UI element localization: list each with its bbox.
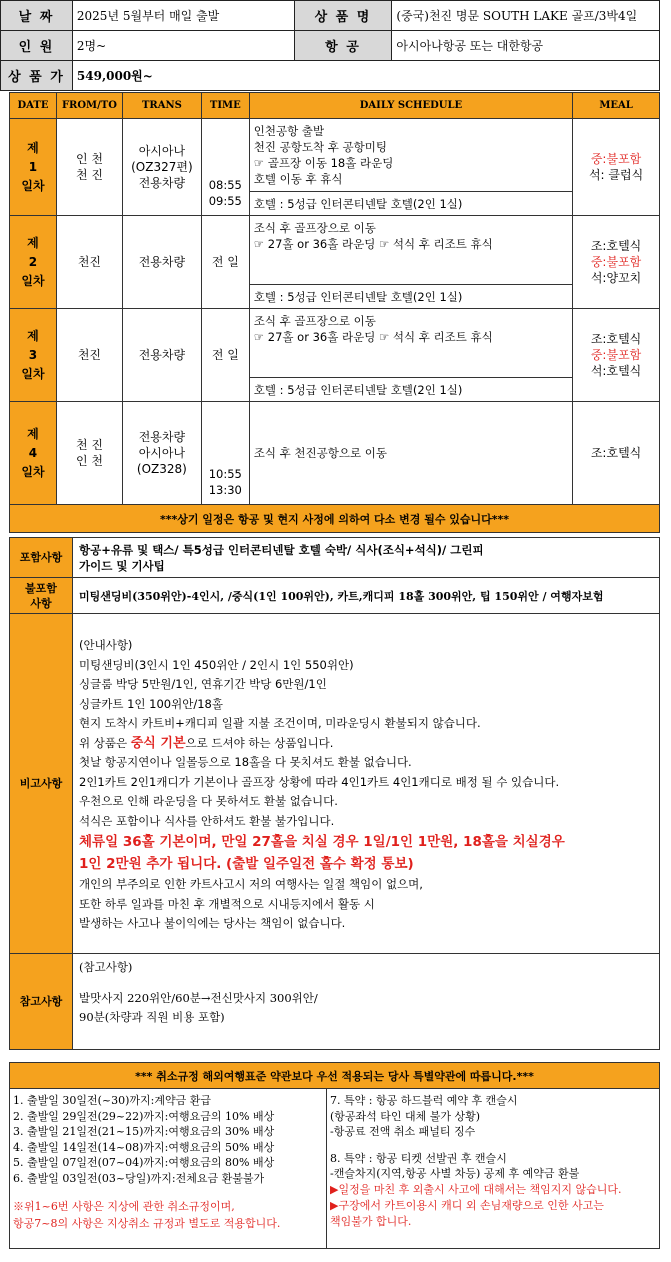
col-daily-schedule: DAILY SCHEDULE bbox=[249, 93, 572, 119]
people-label: 인 원 bbox=[1, 31, 73, 61]
schedule-line: 조식 후 골프장으로 이동 bbox=[253, 314, 376, 328]
trans-line: (OZ328) bbox=[136, 462, 187, 476]
cancel-right bbox=[327, 1089, 660, 1249]
cancel-rule: -캔슬차지(지역,항공 사별 차등) 공제 후 예약금 환불 bbox=[330, 1167, 580, 1180]
cancel-rule: 8. 특약 : 항공 티켓 선발권 후 캔슬시 bbox=[330, 1151, 507, 1165]
day-line: 제 bbox=[27, 235, 39, 250]
daily-schedule bbox=[249, 216, 572, 285]
meal-item: 중:불포함 bbox=[590, 152, 642, 166]
cancel-rule: 2. 출발일 29일전(29~22)까지:여행요금의 10% 배상 bbox=[13, 1109, 275, 1123]
remarks-label: 비고사항 bbox=[10, 614, 73, 954]
time-line: 09:55 bbox=[208, 194, 242, 208]
time-line: 08:55 bbox=[208, 178, 242, 192]
day-label bbox=[10, 119, 57, 216]
excluded-text: 미팅샌딩비(350위안)-4인시, /중식(1인 100위안), 카트,캐디피 18홀 300위안, 팁 150위안 / 여행자보험 bbox=[73, 578, 660, 614]
remarks-line: 싱글룸 박당 5만원/1인, 연휴기간 박당 6만원/1인 bbox=[79, 677, 327, 691]
time-line: 13:30 bbox=[208, 483, 242, 497]
cancel-rule bbox=[330, 1140, 656, 1151]
excluded-label-line: 사항 bbox=[30, 596, 52, 610]
remarks-line: 발생하는 사고나 불이익에는 당사는 책임이 없습니다. bbox=[79, 916, 346, 930]
included-table bbox=[9, 537, 660, 1050]
reference-text bbox=[73, 954, 660, 1050]
reference-label: 참고사항 bbox=[10, 954, 73, 1050]
remarks-line bbox=[79, 734, 653, 754]
price-value: 549,000원~ bbox=[72, 61, 659, 91]
trans-line: 아시아나 bbox=[138, 446, 186, 460]
meal-item: 석: 클럽식 bbox=[588, 168, 644, 182]
schedule-line: ☞ 27홀 or 36홀 라운딩 ☞ 석식 후 리조트 휴식 bbox=[253, 330, 493, 344]
cancel-table bbox=[9, 1062, 660, 1249]
schedule-line: ☞ 골프장 이동 18홀 라운딩 bbox=[253, 156, 394, 170]
day-line: 일차 bbox=[21, 366, 45, 381]
col-trans: TRANS bbox=[122, 93, 201, 119]
cancel-left bbox=[10, 1089, 327, 1249]
time bbox=[201, 309, 249, 402]
trans-line: 아시아나 bbox=[138, 144, 186, 158]
col-meal: MEAL bbox=[573, 93, 660, 119]
day-line: 제 bbox=[27, 140, 39, 155]
cancel-rule: -항공료 전액 취소 패널티 징수 bbox=[330, 1125, 476, 1138]
meal-item: 중:불포함 bbox=[590, 348, 642, 362]
day-label bbox=[10, 402, 57, 505]
from_to-line: 천진 bbox=[77, 348, 102, 362]
cancel-note: ※위1~6번 사항은 지상에 관한 취소규정이며, bbox=[13, 1200, 235, 1213]
day-line: 1 bbox=[28, 159, 38, 174]
meal bbox=[573, 309, 660, 402]
remarks-line: 싱글카트 1인 100위안/18홀 bbox=[79, 696, 223, 711]
date-value: 2025년 5월부터 매일 출발 bbox=[72, 1, 294, 31]
meal-item: 중:불포함 bbox=[590, 255, 642, 269]
cancel-rule: 5. 출발일 07일전(07~04)까지:여행요금의 80% 배상 bbox=[13, 1156, 275, 1169]
day-line: 제 bbox=[27, 426, 39, 441]
remarks-line: 미팅샌딩비(3인시 1인 450위안 / 2인시 1인 550위안) bbox=[79, 657, 354, 672]
col-from-to: FROM/TO bbox=[56, 93, 122, 119]
reference-line: 90분(차량과 직원 비용 포함) bbox=[79, 1009, 225, 1024]
day-label bbox=[10, 216, 57, 309]
daily-schedule bbox=[249, 119, 572, 192]
meal bbox=[573, 119, 660, 216]
day-line: 일차 bbox=[21, 273, 45, 288]
from-to bbox=[56, 402, 122, 505]
remarks-line: 또한 하루 일과를 마친 후 개별적으로 시내등지에서 활동 시 bbox=[79, 896, 375, 911]
time bbox=[201, 402, 249, 505]
from_to-line: 천 진 bbox=[75, 438, 103, 452]
remarks-line: 우천으로 인해 라운딩을 다 못하셔도 환불 없습니다. bbox=[79, 794, 338, 808]
remarks-red-line: 체류일 36홀 기본이며, 만일 27홀을 치실 경우 1일/1인 1만원, 18홀을 치실경우 bbox=[79, 834, 565, 850]
remarks-line: 첫날 항공지연이나 일몰등으로 18홀을 다 못치셔도 환불 없습니다. bbox=[79, 755, 412, 769]
trans bbox=[122, 119, 201, 216]
meal-item: 석:호텔식 bbox=[590, 364, 642, 378]
col-time: TIME bbox=[201, 93, 249, 119]
cancel-rule: 3. 출발일 21일전(21~15)까지:여행요금의 30% 배상 bbox=[13, 1125, 275, 1138]
meal bbox=[573, 402, 660, 505]
cancel-rule: 1. 출발일 30일전(~30)까지:계약금 환급 bbox=[13, 1094, 211, 1107]
trans-line: 전용차량 bbox=[138, 176, 186, 190]
cancel-note: 책임불가 합니다. bbox=[330, 1214, 412, 1228]
cancel-rule: 6. 출발일 03일전(03~당일)까지:전체요금 환불불가 bbox=[13, 1171, 265, 1185]
hotel-info: 호텔 : 5성급 인터콘티넨탈 호텔(2인 1실) bbox=[249, 285, 572, 309]
time bbox=[201, 216, 249, 309]
time-line: 전 일 bbox=[211, 348, 239, 362]
trans bbox=[122, 216, 201, 309]
product-value: (중국)천진 명문 SOUTH LAKE 골프/3박4일 bbox=[392, 1, 660, 31]
schedule-line: 천진 공항도착 후 공항미팅 bbox=[253, 140, 387, 154]
product-label: 상 품 명 bbox=[294, 1, 392, 31]
day-line: 일차 bbox=[21, 464, 45, 479]
trans-line: 전용차량 bbox=[138, 255, 186, 269]
schedule-line: 호텔 이동 후 휴식 bbox=[253, 172, 343, 186]
remarks-highlight: 중식 기본 bbox=[130, 735, 186, 751]
included-line: 항공+유류 및 택스/ 특5성급 인터콘티넨탈 호텔 숙박/ 식사(조식+석식)/ 그린피 bbox=[79, 542, 484, 557]
from_to-line: 인 천 bbox=[75, 454, 103, 468]
cancel-rule: 7. 특약 : 항공 하드블럭 예약 후 캔슬시 bbox=[330, 1094, 518, 1107]
airline-label: 항 공 bbox=[294, 31, 392, 61]
day-line: 일차 bbox=[21, 178, 45, 193]
included-text bbox=[73, 538, 660, 578]
day-label bbox=[10, 309, 57, 402]
trans-line: 전용차량 bbox=[138, 348, 186, 362]
meal-item: 석:양꼬치 bbox=[590, 271, 642, 285]
date-label: 날 짜 bbox=[1, 1, 73, 31]
trans-line: 전용차량 bbox=[138, 430, 186, 444]
remarks-line-pre: 위 상품은 bbox=[79, 735, 131, 750]
schedule-line: ☞ 27홀 or 36홀 라운딩 ☞ 석식 후 리조트 휴식 bbox=[253, 237, 493, 251]
day-line: 3 bbox=[28, 347, 38, 362]
cancel-rule: (항공좌석 타인 대체 불가 상황) bbox=[330, 1109, 481, 1123]
cancel-note: 항공7~8의 사항은 지상취소 규정과 별도로 적용합니다. bbox=[13, 1217, 281, 1230]
cancel-note: ▶구장에서 카트이용시 캐디 외 손님재량으로 인한 사고는 bbox=[330, 1198, 604, 1212]
trans bbox=[122, 402, 201, 505]
schedule-notice: ***상기 일정은 항공 및 현지 사정에 의하여 다소 변경 될수 있습니다*** bbox=[10, 505, 660, 533]
cancel-note: ▶일정을 마친 후 외출시 사고에 대해서는 책임지지 않습니다. bbox=[330, 1182, 622, 1196]
excluded-label-line: 불포함 bbox=[25, 581, 57, 595]
remarks-line: 2인1카트 2인1캐디가 기본이나 골프장 상황에 따라 4인1카트 4인1캐디로 배정 될 수 있습니다. bbox=[79, 774, 560, 789]
schedule-line: 조식 후 골프장으로 이동 bbox=[253, 221, 376, 235]
reference-line: 발맛사지 220위안/60분→전신맛사지 300위안/ bbox=[79, 990, 318, 1005]
from-to bbox=[56, 309, 122, 402]
day-line: 2 bbox=[28, 254, 38, 269]
col-date: DATE bbox=[10, 93, 57, 119]
included-line: 가이드 및 기사팁 bbox=[79, 558, 165, 573]
from_to-line: 인 천 bbox=[75, 152, 103, 166]
from_to-line: 천진 bbox=[77, 255, 102, 269]
meal-item: 조:호텔식 bbox=[590, 239, 642, 253]
airline-value: 아시아나항공 또는 대한항공 bbox=[392, 31, 660, 61]
remarks-line: 개인의 부주의로 인한 카트사고시 저의 여행사는 일절 책임이 없으며, bbox=[79, 877, 423, 891]
cancel-rule: 4. 출발일 14일전(14~08)까지:여행요금의 50% 배상 bbox=[13, 1140, 275, 1154]
remarks-text bbox=[73, 614, 660, 954]
from-to bbox=[56, 216, 122, 309]
meal-item: 조:호텔식 bbox=[590, 446, 642, 460]
day-line: 제 bbox=[27, 328, 39, 343]
schedule-table bbox=[9, 92, 660, 533]
hotel-info: 호텔 : 5성급 인터콘티넨탈 호텔(2인 1실) bbox=[249, 192, 572, 216]
people-value: 2명~ bbox=[72, 31, 294, 61]
reference-line: (참고사항) bbox=[79, 960, 133, 974]
excluded-label bbox=[10, 578, 73, 614]
included-label: 포함사항 bbox=[10, 538, 73, 578]
remarks-line-post: 으로 드셔야 하는 상품입니다. bbox=[185, 735, 334, 750]
daily-schedule bbox=[249, 309, 572, 378]
remarks-red-line: 1인 2만원 추가 됩니다. (출발 일주일전 홀수 확정 통보) bbox=[79, 856, 414, 872]
remarks-line: 석식은 포함이나 식사를 안하셔도 환불 불가입니다. bbox=[79, 813, 335, 828]
schedule-line: 조식 후 천진공항으로 이동 bbox=[253, 446, 387, 460]
trans bbox=[122, 309, 201, 402]
hotel-info: 호텔 : 5성급 인터콘티넨탈 호텔(2인 1실) bbox=[249, 378, 572, 402]
header-info-table bbox=[0, 0, 660, 91]
trans-line: (OZ327편) bbox=[131, 160, 193, 174]
time-line: 10:55 bbox=[208, 467, 242, 481]
from-to bbox=[56, 119, 122, 216]
cancel-title: *** 취소규정 해외여행표준 약관보다 우선 적용되는 당사 특별약관에 따릅니다.*** bbox=[10, 1063, 660, 1089]
day-line: 4 bbox=[28, 445, 38, 460]
schedule-line: 인천공항 출발 bbox=[253, 124, 325, 138]
remarks-line: 현지 도착시 카트비+캐디피 일괄 지불 조건이며, 미라운딩시 환불되지 않습니다. bbox=[79, 716, 481, 730]
reference-line bbox=[79, 977, 653, 989]
daily-schedule bbox=[249, 402, 572, 505]
time bbox=[201, 119, 249, 216]
remarks-line: (안내사항) bbox=[79, 638, 133, 652]
from_to-line: 천 진 bbox=[75, 168, 103, 182]
meal-item: 조:호텔식 bbox=[590, 332, 642, 346]
time-line: 전 일 bbox=[211, 255, 239, 269]
meal bbox=[573, 216, 660, 309]
price-label: 상 품 가 bbox=[1, 61, 73, 91]
